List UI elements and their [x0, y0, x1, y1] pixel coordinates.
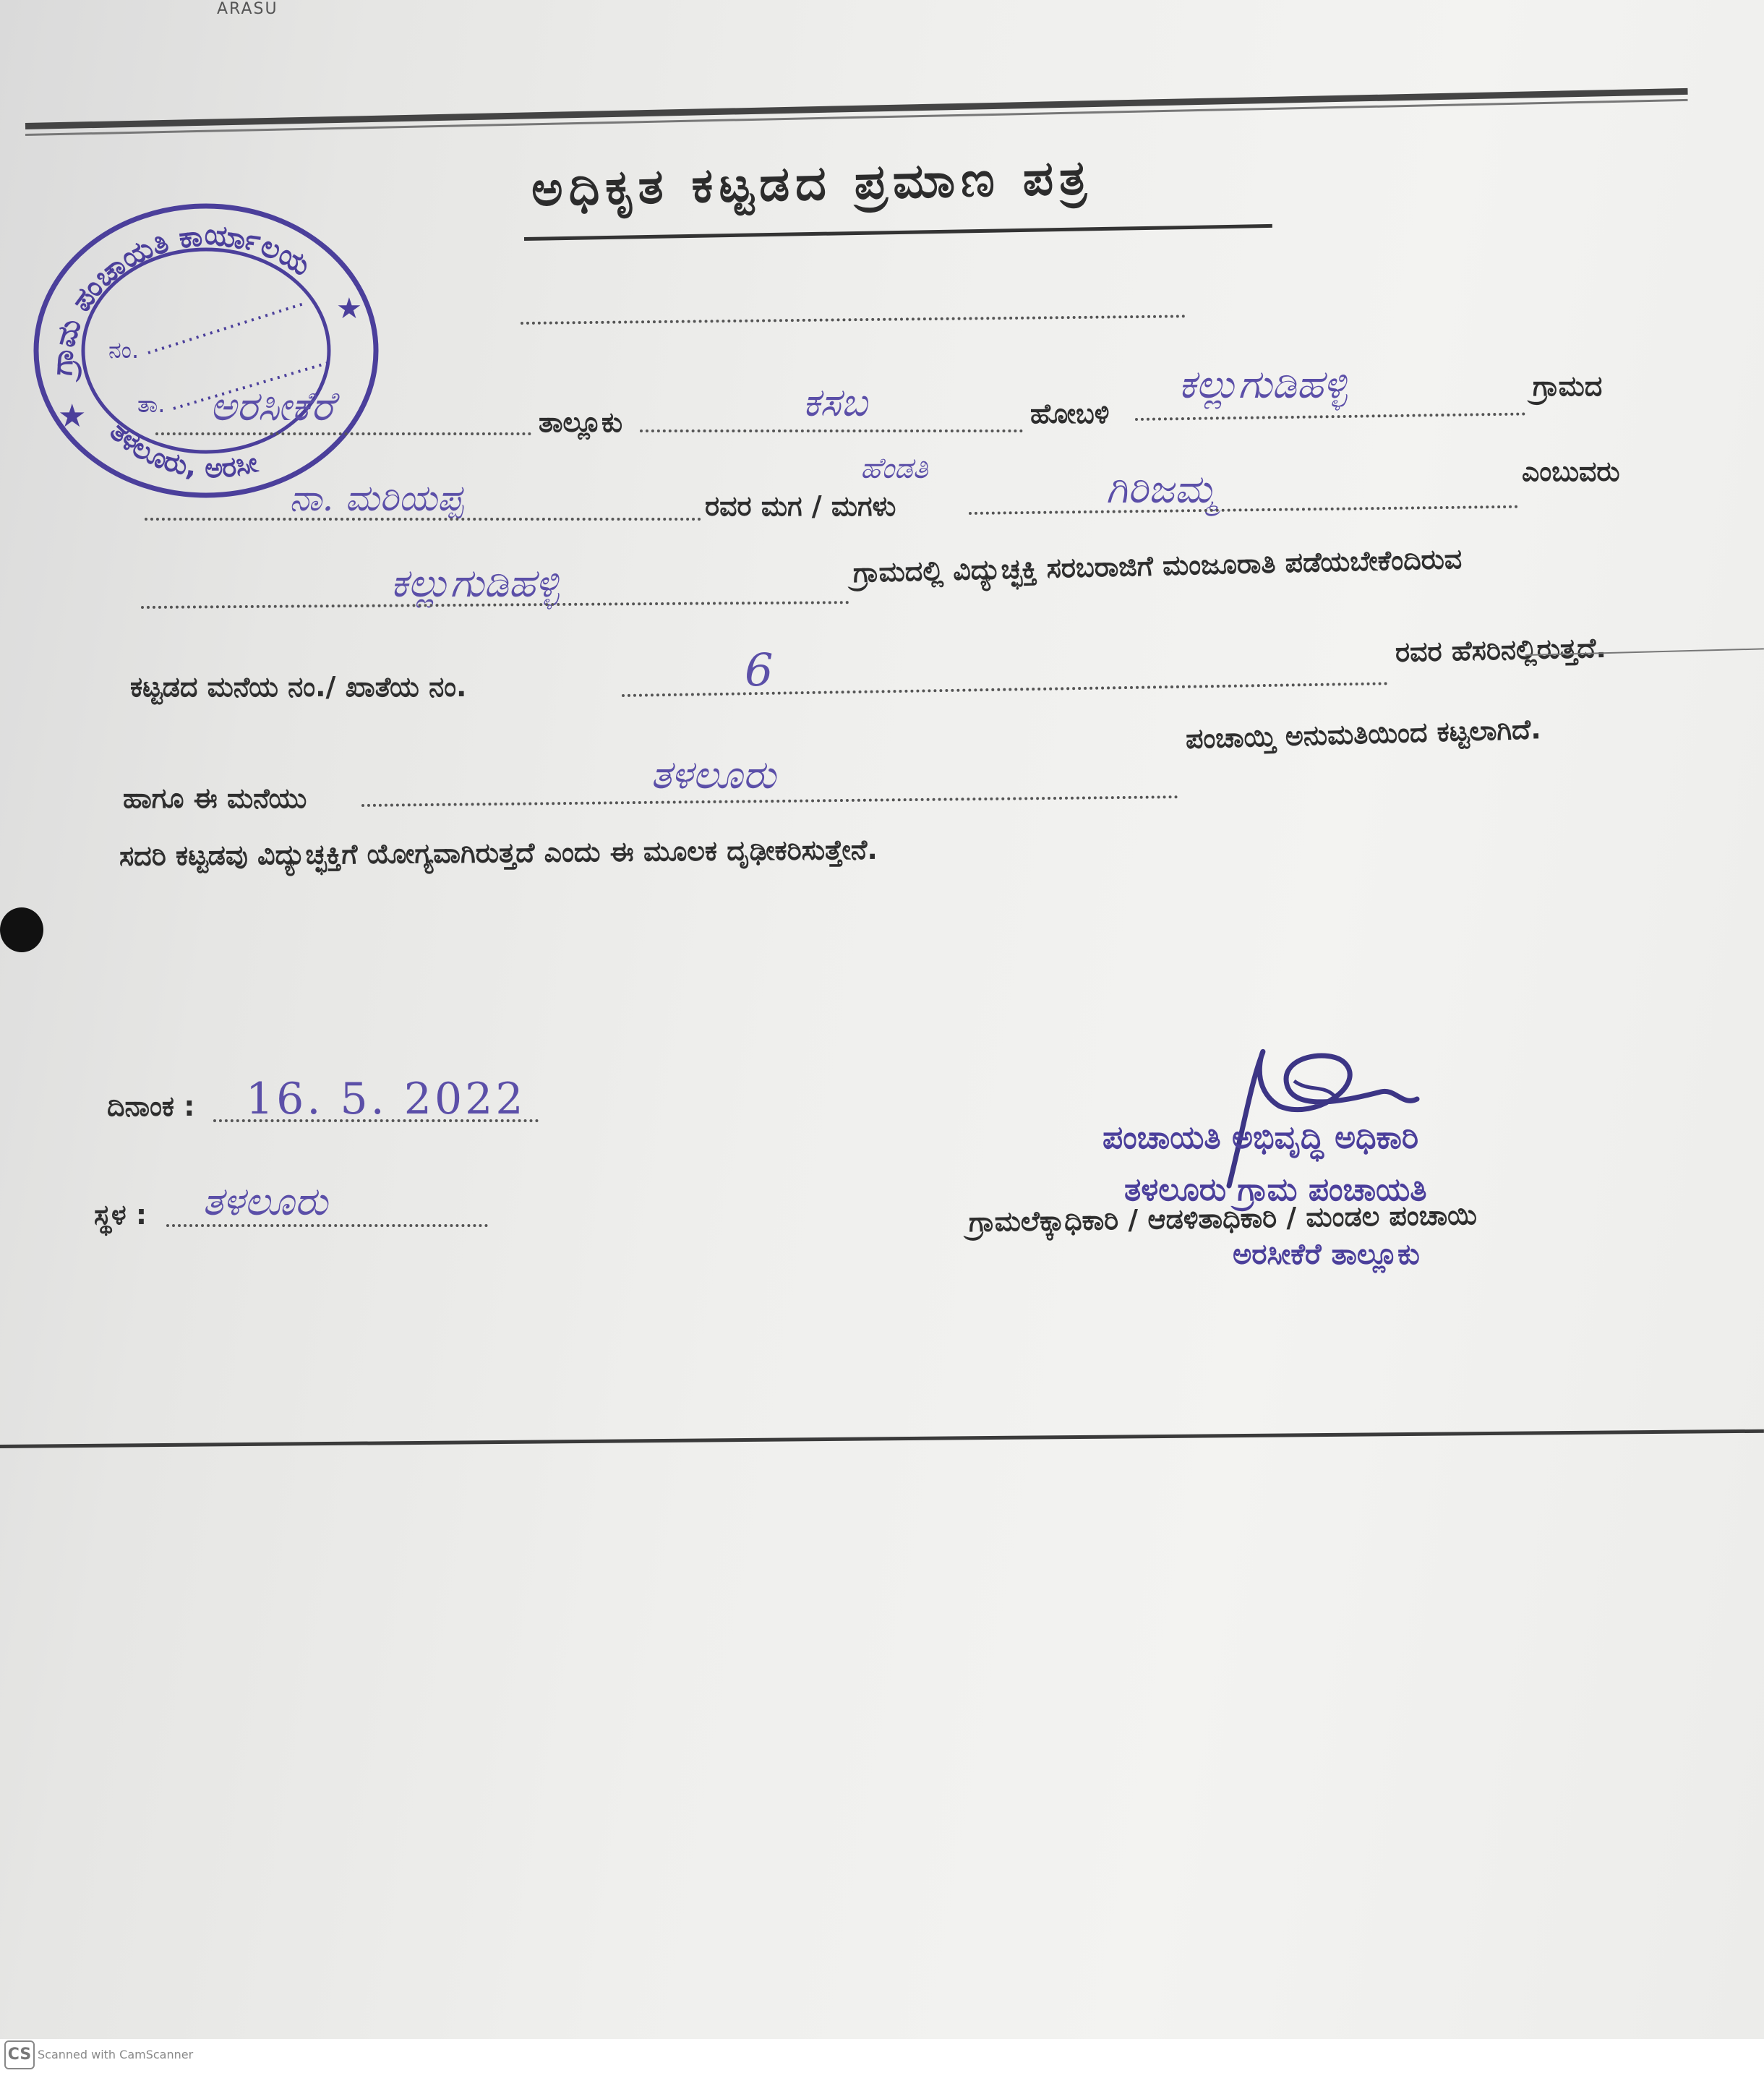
scanner-footer: [0, 2039, 1764, 2073]
office-seal: [29, 195, 383, 506]
panchayat-permission-text: ಪಂಚಾಯ್ತಿ ಅನುಮತಿಯಿಂದ ಕಟ್ಟಲಾಗಿದೆ.: [1185, 713, 1542, 755]
stamp-taluk-line: ಅರಸೀಕೆರೆ ತಾಲ್ಲೂಕು: [1233, 1238, 1420, 1271]
certification-statement: ಸದರಿ ಕಟ್ಟಡವು ವಿದ್ಯುಚ್ಛಕ್ತಿಗೆ ಯೋಗ್ಯವಾಗಿರುತ್ತದೆ ಎಂದು ಈ ಮೂಲಕ ದೃಢೀಕರಿಸುತ್ತೇನೆ.: [119, 833, 878, 872]
seal-date-label: ತಾ.: [137, 390, 166, 418]
camscanner-logo-icon: CS: [4, 2040, 35, 2069]
enbuvaru-label: ಎಂಬುವರು: [1522, 456, 1620, 487]
panchayat-value: ತಳಲೂರು: [651, 752, 776, 798]
taluk-value: ಅರಸೀಕೆರೆ: [210, 383, 334, 430]
village-value-1: ಕಲ್ಲುಗುಡಿಹಳ್ಳಿ: [1178, 362, 1348, 407]
owner-name-suffix: ರವರ ಹೆಸರಿನಲ್ಲಿರುತ್ತದೆ.: [1395, 631, 1607, 668]
date-label: ದಿನಾಂಕ :: [107, 1090, 195, 1122]
house-number-label: ಕಟ್ಟಡದ ಮನೆಯ ನಂ./ ಖಾತೆಯ ನಂ.: [130, 671, 467, 703]
camscanner-watermark: Scanned with CamScanner: [38, 2048, 194, 2061]
certificate-title: ಅಧಿಕೃತ ಕಟ್ಟಡದ ಪ್ರಮಾಣ ಪತ್ರ: [531, 149, 1093, 218]
top-partial-text: ARASU: [217, 0, 278, 18]
star-icon: ★: [58, 398, 87, 435]
seal-ring-text: ಗ್ರಾಮ ಪಂಚಾಯತಿ ಕಾರ್ಯಾಲಯ: [45, 217, 317, 377]
seal-bottom-text: ತಳಲೂರು, ಅರಸೀ: [103, 415, 261, 484]
seal-no-label: ನಂ.: [108, 336, 140, 364]
taluk-dots: [155, 432, 531, 435]
date-value: 16. 5. 2022: [246, 1074, 526, 1124]
place-value: ತಳಲೂರು: [202, 1179, 328, 1224]
svg-text:ಗ್ರಾಮ ಪಂಚಾಯತಿ ಕಾರ್ಯಾಲಯ: [45, 218, 316, 383]
date-dots: [213, 1119, 539, 1122]
village-value-2: ಕಲ್ಲುಗುಡಿಹಳ್ಳಿ: [390, 560, 560, 606]
officer-designation-line: ಗ್ರಾಮಲೆಕ್ಕಾಧಿಕಾರಿ / ಆಡಳಿತಾಧಿಕಾರಿ / ಮಂಡಲ ಪಂಚಾಯಿ: [968, 1199, 1478, 1238]
parent-dots: [145, 518, 701, 521]
applicant-name-value: ಗಿರಿಜಮ್ಮ: [1106, 466, 1217, 512]
taluk-label: ತಾಲ್ಲೂಕು: [539, 406, 623, 438]
stamp-designation: ಪಂಚಾಯತಿ ಅಭಿವೃದ್ಧಿ ಅಧಿಕಾರಿ: [1102, 1119, 1419, 1156]
hobli-value: ಕಸಬ: [802, 380, 868, 425]
hobli-label: ಹೋಬಳಿ: [1030, 398, 1110, 429]
officer-signature: [1200, 1041, 1439, 1193]
electricity-sanction-text: ಗ್ರಾಮದಲ್ಲಿ ವಿದ್ಯುಚ್ಛಕ್ತಿ ಸರಬರಾಜಿಗೆ ಮಂಜೂರಾತಿ ಪಡೆಯಬೇಕೆಂದಿರುವ: [852, 542, 1463, 589]
place-dots: [166, 1224, 488, 1227]
son-daughter-label: ರವರ ಮಗ / ಮಗಳು: [705, 490, 896, 522]
stamp-panchayat-name: ತಳಲೂರು ಗ್ರಾಮ ಪಂಚಾಯತಿ: [1124, 1171, 1427, 1208]
place-label: ಸ್ಥಳ :: [94, 1199, 147, 1231]
wife-annotation: ಹೆಂಡತಿ: [860, 452, 928, 485]
and-this-house-label: ಹಾಗೂ ಈ ಮನೆಯು: [123, 782, 307, 814]
hobli-dots: [640, 429, 1023, 432]
star-icon: ★: [336, 292, 362, 325]
village-label: ಗ್ರಾಮದ: [1533, 370, 1603, 402]
parent-name-value: ನಾ. ಮರಿಯಪ್ಪ: [289, 477, 463, 519]
punch-hole: [0, 907, 43, 952]
house-number-value: 6: [745, 644, 774, 696]
